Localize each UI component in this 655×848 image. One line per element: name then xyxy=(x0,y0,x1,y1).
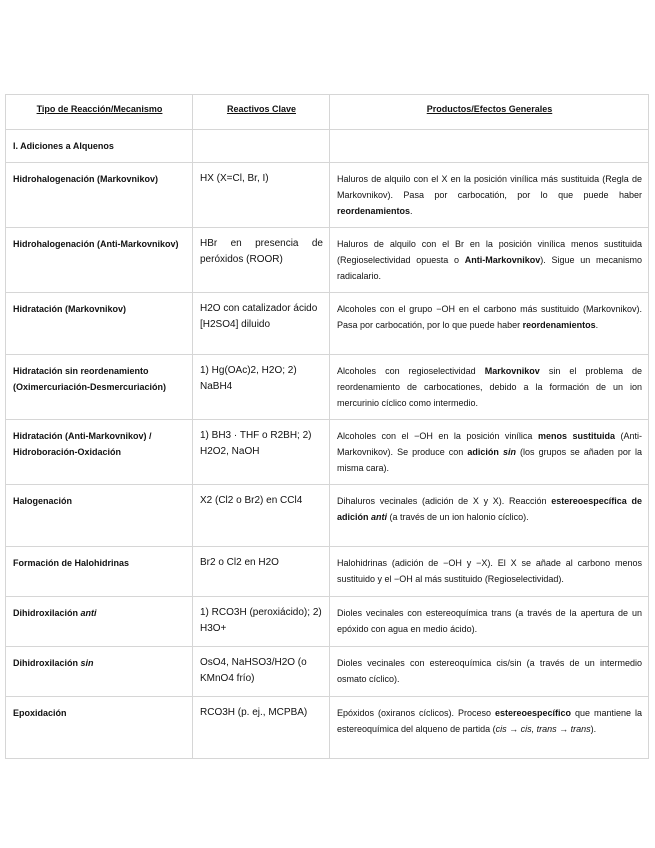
row-tipo: Hidratación (Anti-Markovnikov) / Hidroboración-Oxidación xyxy=(6,420,193,485)
table-row xyxy=(6,597,649,647)
row-reactivos: Br2 o Cl2 en H2O xyxy=(193,547,330,597)
row-productos: Haluros de alquilo con el X en la posición vinílica más sustituida (Regla de Markovnikov). Pasa por carbocatión, por lo que puede haber reordenamientos. xyxy=(330,163,649,228)
reactions-table xyxy=(5,94,649,759)
row-reactivos: 1) BH3 · THF o R2BH; 2) H2O2, NaOH xyxy=(193,420,330,485)
row-productos: Haluros de alquilo con el Br en la posición vinílica menos sustituida (Regioselectividad opuesta o Anti-Markovnikov). Sigue un mecanismo radicalario. xyxy=(330,228,649,293)
row-productos: Dioles vecinales con estereoquímica cis/sin (a través de un intermedio osmato cíclico). xyxy=(330,647,649,697)
section-title: I. Adiciones a Alquenos xyxy=(6,130,193,163)
row-tipo: Dihidroxilación anti xyxy=(6,597,193,647)
row-reactivos: X2 (Cl2 o Br2) en CCl4 xyxy=(193,485,330,547)
section-empty-cell xyxy=(330,130,649,163)
table-row xyxy=(6,163,649,228)
table-row xyxy=(6,420,649,485)
row-tipo: Dihidroxilación sin xyxy=(6,647,193,697)
table-row xyxy=(6,355,649,420)
row-reactivos: 1) Hg(OAc)2, H2O; 2) NaBH4 xyxy=(193,355,330,420)
row-tipo: Halogenación xyxy=(6,485,193,547)
table-row xyxy=(6,697,649,759)
row-tipo: Hidratación (Markovnikov) xyxy=(6,293,193,355)
row-productos: Alcoholes con el −OH en la posición vinílica menos sustituida (Anti-Markovnikov). Se produce con adición sin (los grupos se añaden por la misma cara). xyxy=(330,420,649,485)
section-row xyxy=(6,130,649,163)
table-row xyxy=(6,485,649,547)
table-row xyxy=(6,293,649,355)
row-productos: Alcoholes con el grupo −OH en el carbono más sustituido (Markovnikov). Pasa por carbocatión, por lo que puede haber reordenamientos. xyxy=(330,293,649,355)
table-row xyxy=(6,228,649,293)
row-tipo: Hidratación sin reordenamiento (Oximercuriación-Desmercuriación) xyxy=(6,355,193,420)
row-tipo: Epoxidación xyxy=(6,697,193,759)
row-productos: Dihaluros vecinales (adición de X y X). Reacción estereoespecífica de adición anti (a través de un ion halonio cíclico). xyxy=(330,485,649,547)
row-tipo: Formación de Halohidrinas xyxy=(6,547,193,597)
row-productos: Epóxidos (oxiranos cíclicos). Proceso estereoespecífico que mantiene la estereoquímica del alqueno de partida (cis → cis, trans → trans). xyxy=(330,697,649,759)
header-reactivos: Reactivos Clave xyxy=(193,95,330,130)
row-tipo: Hidrohalogenación (Anti-Markovnikov) xyxy=(6,228,193,293)
row-productos: Halohidrinas (adición de −OH y −X). El X se añade al carbono menos sustituido y el −OH al más sustituido (Regioselectividad). xyxy=(330,547,649,597)
row-tipo: Hidrohalogenación (Markovnikov) xyxy=(6,163,193,228)
header-tipo: Tipo de Reacción/Mecanismo xyxy=(6,95,193,130)
row-reactivos: RCO3H (p. ej., MCPBA) xyxy=(193,697,330,759)
row-reactivos: 1) RCO3H (peroxiácido); 2) H3O+ xyxy=(193,597,330,647)
row-productos: Dioles vecinales con estereoquímica trans (a través de la apertura de un epóxido con agua en medio ácido). xyxy=(330,597,649,647)
section-empty-cell xyxy=(193,130,330,163)
header-productos: Productos/Efectos Generales xyxy=(330,95,649,130)
row-reactivos: HX (X=Cl, Br, I) xyxy=(193,163,330,228)
table-row xyxy=(6,547,649,597)
row-reactivos: OsO4, NaHSO3/H2O (o KMnO4 frío) xyxy=(193,647,330,697)
row-reactivos: H2O con catalizador ácido [H2SO4] diluido xyxy=(193,293,330,355)
header-row xyxy=(6,95,649,130)
row-productos: Alcoholes con regioselectividad Markovnikov sin el problema de reordenamiento de carbocationes, debido a la formación de un ion mercurinio cíclico como intermedio. xyxy=(330,355,649,420)
table-row xyxy=(6,647,649,697)
row-reactivos: HBr en presencia de peróxidos (ROOR) xyxy=(193,228,330,293)
